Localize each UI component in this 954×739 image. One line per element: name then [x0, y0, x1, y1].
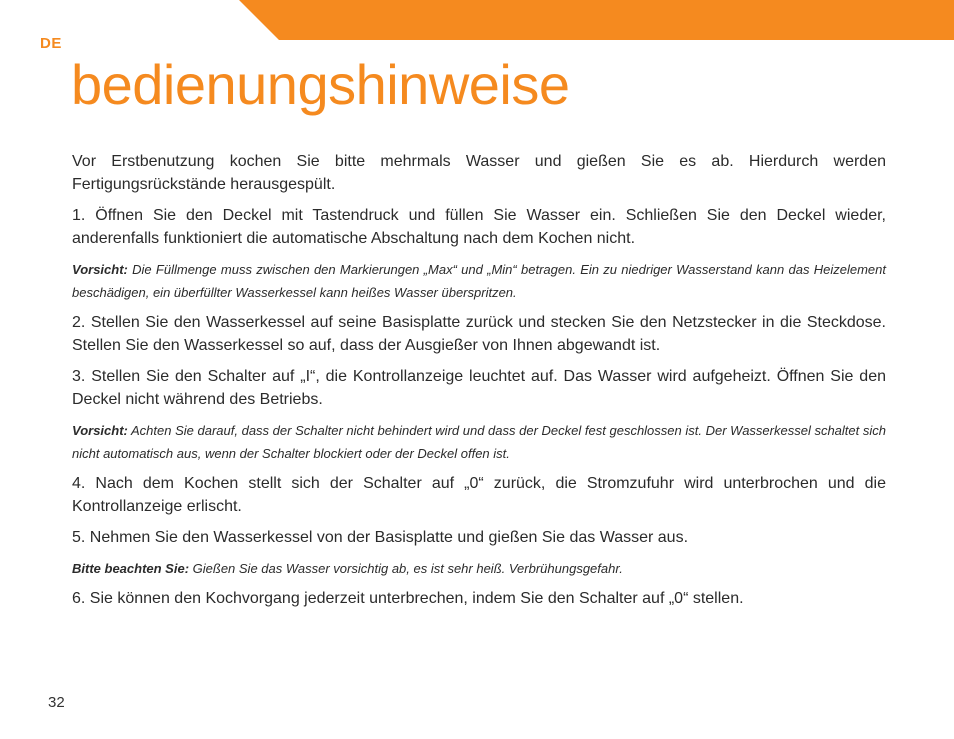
attention-note [72, 557, 886, 580]
step-2: 2. Stellen Sie den Wasserkessel auf seine Basisplatte zurück und stecken Sie den Netzstecker in die Steckdose. Stellen Sie den Wasserkessel so auf, dass der Ausgießer von Ihnen abgewandt ist. [72, 314, 886, 354]
caution-label: Vorsicht: [72, 423, 128, 438]
caution-note-1 [72, 258, 886, 304]
caution-text: Achten Sie darauf, dass der Schalter nicht behindert wird und dass der Deckel fest geschlossen ist. Der Wasserkessel schaltet sich nicht automatisch aus, wenn der Schalter blockiert oder der Deckel offen ist. [72, 423, 886, 461]
header-accent-bar [239, 0, 954, 40]
step-5: 5. Nehmen Sie den Wasserkessel von der Basisplatte und gießen Sie das Wasser aus. [72, 529, 689, 546]
page-number: 32 [48, 694, 65, 711]
step-3: 3. Stellen Sie den Schalter auf „I“, die Kontrollanzeige leuchtet auf. Das Wasser wird aufgeheizt. Öffnen Sie den Deckel nicht während des Betriebs. [72, 368, 886, 408]
caution-label: Vorsicht: [72, 262, 128, 277]
page-title: bedienungshinweise [71, 53, 570, 116]
step-4: 4. Nach dem Kochen stellt sich der Schalter auf „0“ zurück, die Stromzufuhr wird unterbrochen und die Kontrollanzeige erlischt. [72, 475, 886, 515]
instructions-body [72, 150, 886, 618]
caution-note-2 [72, 419, 886, 465]
caution-text: Die Füllmenge muss zwischen den Markierungen „Max“ und „Min“ betragen. Ein zu niedriger Wasserstand kann das Heizelement beschädigen, ein überfüllter Wasserkessel kann heißes Wasser überspritzen. [72, 262, 886, 300]
attention-label: Bitte beachten Sie: [72, 561, 190, 576]
step-6: 6. Sie können den Kochvorgang jederzeit unterbrechen, indem Sie den Schalter auf „0“ stellen. [72, 590, 744, 607]
step-1: 1. Öffnen Sie den Deckel mit Tastendruck und füllen Sie Wasser ein. Schließen Sie den Deckel wieder, anderenfalls funktioniert die automatische Abschaltung nach dem Kochen nicht. [72, 207, 886, 247]
intro-paragraph: Vor Erstbenutzung kochen Sie bitte mehrmals Wasser und gießen Sie es ab. Hierdurch werden Fertigungsrückstände herausgespült. [72, 153, 886, 193]
attention-text: Gießen Sie das Wasser vorsichtig ab, es ist sehr heiß. Verbrühungsgefahr. [189, 561, 623, 576]
language-code: DE [40, 35, 62, 52]
